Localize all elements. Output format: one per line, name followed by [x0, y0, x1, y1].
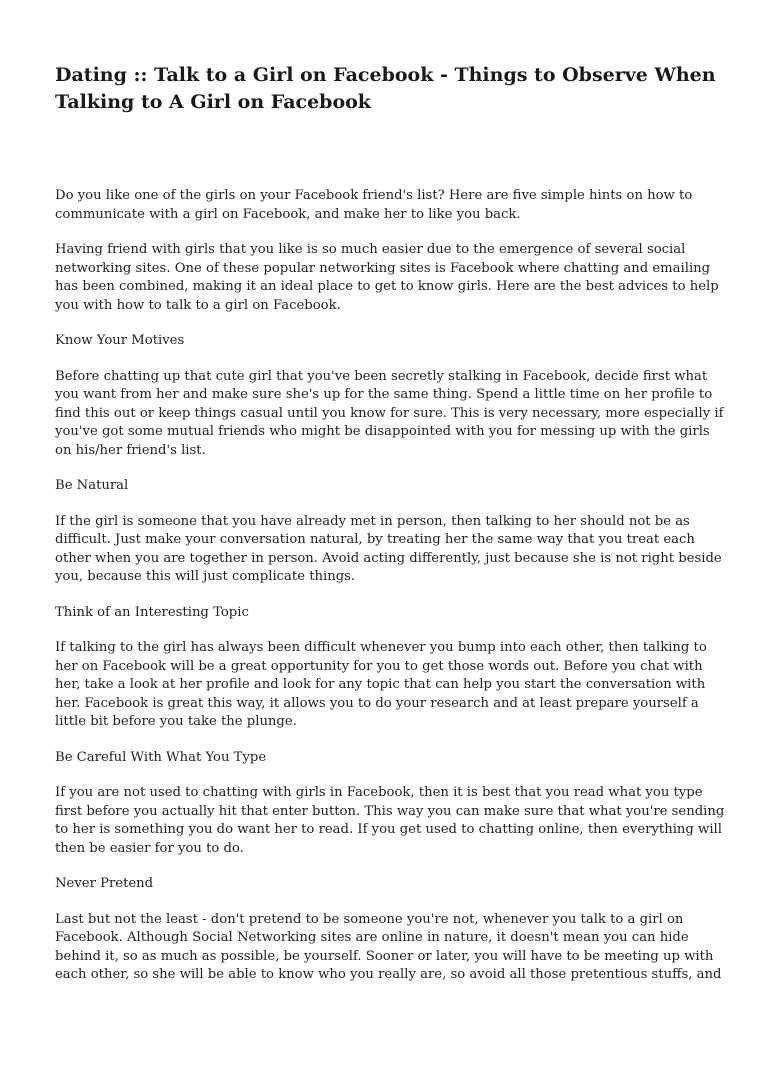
section-heading: Think of an Interesting Topic — [55, 604, 249, 620]
section-paragraph: Last but not the least - don't pretend to be someone you're not, whenever you talk to a girl on Facebook. Although Social Networking sites are online in nature, it doesn't mean you can hide behind it, so as much as possible, be yourself. Sooner or later, you will have to be meeting up with each other, so she will be able to know who you really are, so avoid all those pretentious stuffs, and — [55, 911, 722, 982]
intro-paragraph: Having friend with girls that you like is so much easier due to the emergence of several social networking sites. One of these popular networking sites is Facebook where chatting and emailing has been combined, making it an ideal place to get to know girls. Here are the best advices to help you with how to talk to a girl on Facebook. — [55, 242, 719, 313]
article-body — [55, 187, 725, 1002]
section-heading: Never Pretend — [55, 876, 154, 891]
section-heading: Be Careful With What You Type — [55, 749, 267, 765]
section-paragraph: If you are not used to chatting with girls in Facebook, then it is best that you read what you type first before you actually hit that enter button. This way you can make sure that what you're sending to her is something you do want her to read. If you get used to chatting online, then everything will then be easier for you to do. — [55, 785, 725, 856]
section-paragraph: If talking to the girl has always been difficult whenever you bump into each other, then talking to her on Facebook will be a great opportunity for you to get those words out. Before you chat with her, take a look at her profile and look for any topic that can help you start the conversation with her. Facebook is great this way, it allows you to do your research and at least prepare yourself a little bit before you take the plunge. — [55, 640, 707, 729]
page-title: Dating :: Talk to a Girl on Facebook - Things to Observe When Talking to A Girl on Facebook — [55, 64, 716, 113]
section-heading: Be Natural — [55, 478, 129, 493]
intro-paragraph: Do you like one of the girls on your Facebook friend's list? Here are five simple hints on how to communicate with a girl on Facebook, and make her to like you back. — [55, 188, 693, 222]
section-paragraph: If the girl is someone that you have already met in person, then talking to her should not be as difficult. Just make your conversation natural, by treating her the same way that you treat each other when you are together in person. Avoid acting differently, just because she is not right beside you, because this will just complicate things. — [55, 513, 722, 584]
section-paragraph: Before chatting up that cute girl that you've been secretly stalking in Facebook, decide first what you want from her and make sure she's up for the same thing. Spend a little time on her profile to find this out or keep things casual until you know for sure. This is very necessary, more especially if you've got some mutual friends who might be disappointed with you for messing up with the girls on his/her friend's list. — [55, 368, 724, 458]
section-heading: Know Your Motives — [55, 333, 185, 348]
